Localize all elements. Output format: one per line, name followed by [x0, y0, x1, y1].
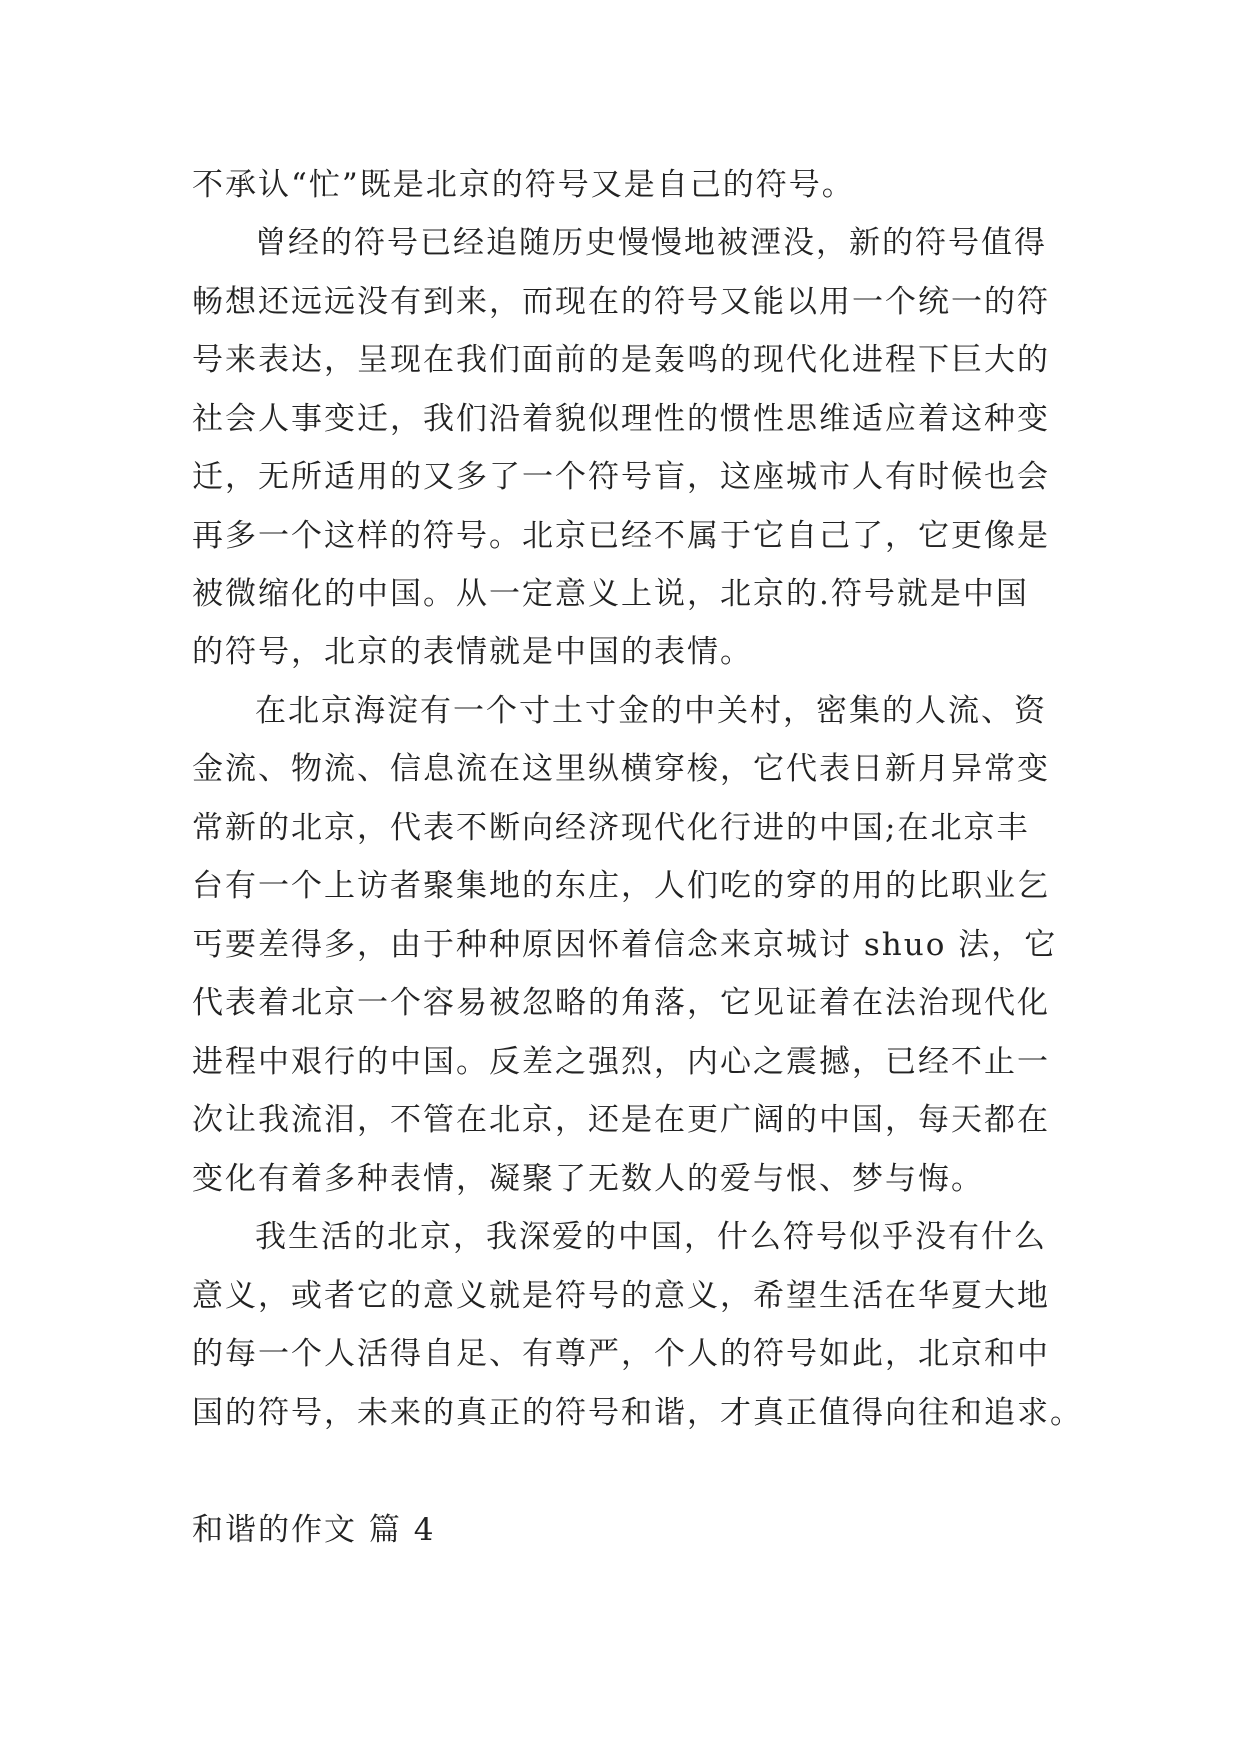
text-line: 的符号，北京的表情就是中国的表情。	[192, 634, 753, 670]
text-line: 再多一个这样的符号。北京已经不属于它自己了，它更像是	[192, 518, 1050, 554]
text-line: 畅想还远远没有到来，而现在的符号又能以用一个统一的符	[192, 284, 1050, 320]
text-line: 不承认“忙”既是北京的符号又是自己的符号。	[192, 167, 855, 203]
text-line: 丐要差得多，由于种种原因怀着信念来京城讨 shuo 法，它	[192, 927, 1058, 963]
text-line: 常新的北京，代表不断向经济现代化行进的中国;在北京丰	[192, 810, 1030, 846]
text-line: 次让我流泪，不管在北京，还是在更广阔的中国，每天都在	[192, 1102, 1050, 1138]
text-line: 曾经的符号已经追随历史慢慢地被湮没，新的符号值得	[255, 225, 1047, 261]
text-line: 社会人事变迁，我们沿着貌似理性的惯性思维适应着这种变	[192, 401, 1050, 437]
text-line: 的每一个人活得自足、有尊严，个人的符号如此，北京和中	[192, 1336, 1050, 1372]
text-line: 我生活的北京，我深爱的中国，什么符号似乎没有什么	[255, 1219, 1047, 1255]
text-line: 变化有着多种表情，凝聚了无数人的爱与恨、梦与悔。	[192, 1161, 984, 1197]
text-line: 台有一个上访者聚集地的东庄，人们吃的穿的用的比职业乞	[192, 868, 1050, 904]
text-line: 迁，无所适用的又多了一个符号盲，这座城市人有时候也会	[192, 459, 1050, 495]
text-line: 在北京海淀有一个寸土寸金的中关村，密集的人流、资	[255, 693, 1047, 729]
section-heading: 和谐的作文 篇 4	[192, 1512, 436, 1548]
text-line: 金流、物流、信息流在这里纵横穿梭，它代表日新月异常变	[192, 751, 1050, 787]
text-line: 国的符号，未来的真正的符号和谐，才真正值得向往和追求。	[192, 1395, 1083, 1431]
text-line: 意义，或者它的意义就是符号的意义，希望生活在华夏大地	[192, 1278, 1050, 1314]
text-line: 被微缩化的中国。从一定意义上说，北京的.符号就是中国	[192, 576, 1029, 612]
text-line: 进程中艰行的中国。反差之强烈，内心之震撼，已经不止一	[192, 1044, 1050, 1080]
text-line: 号来表达，呈现在我们面前的是轰鸣的现代化进程下巨大的	[192, 342, 1050, 378]
text-line: 代表着北京一个容易被忽略的角落，它见证着在法治现代化	[192, 985, 1050, 1021]
